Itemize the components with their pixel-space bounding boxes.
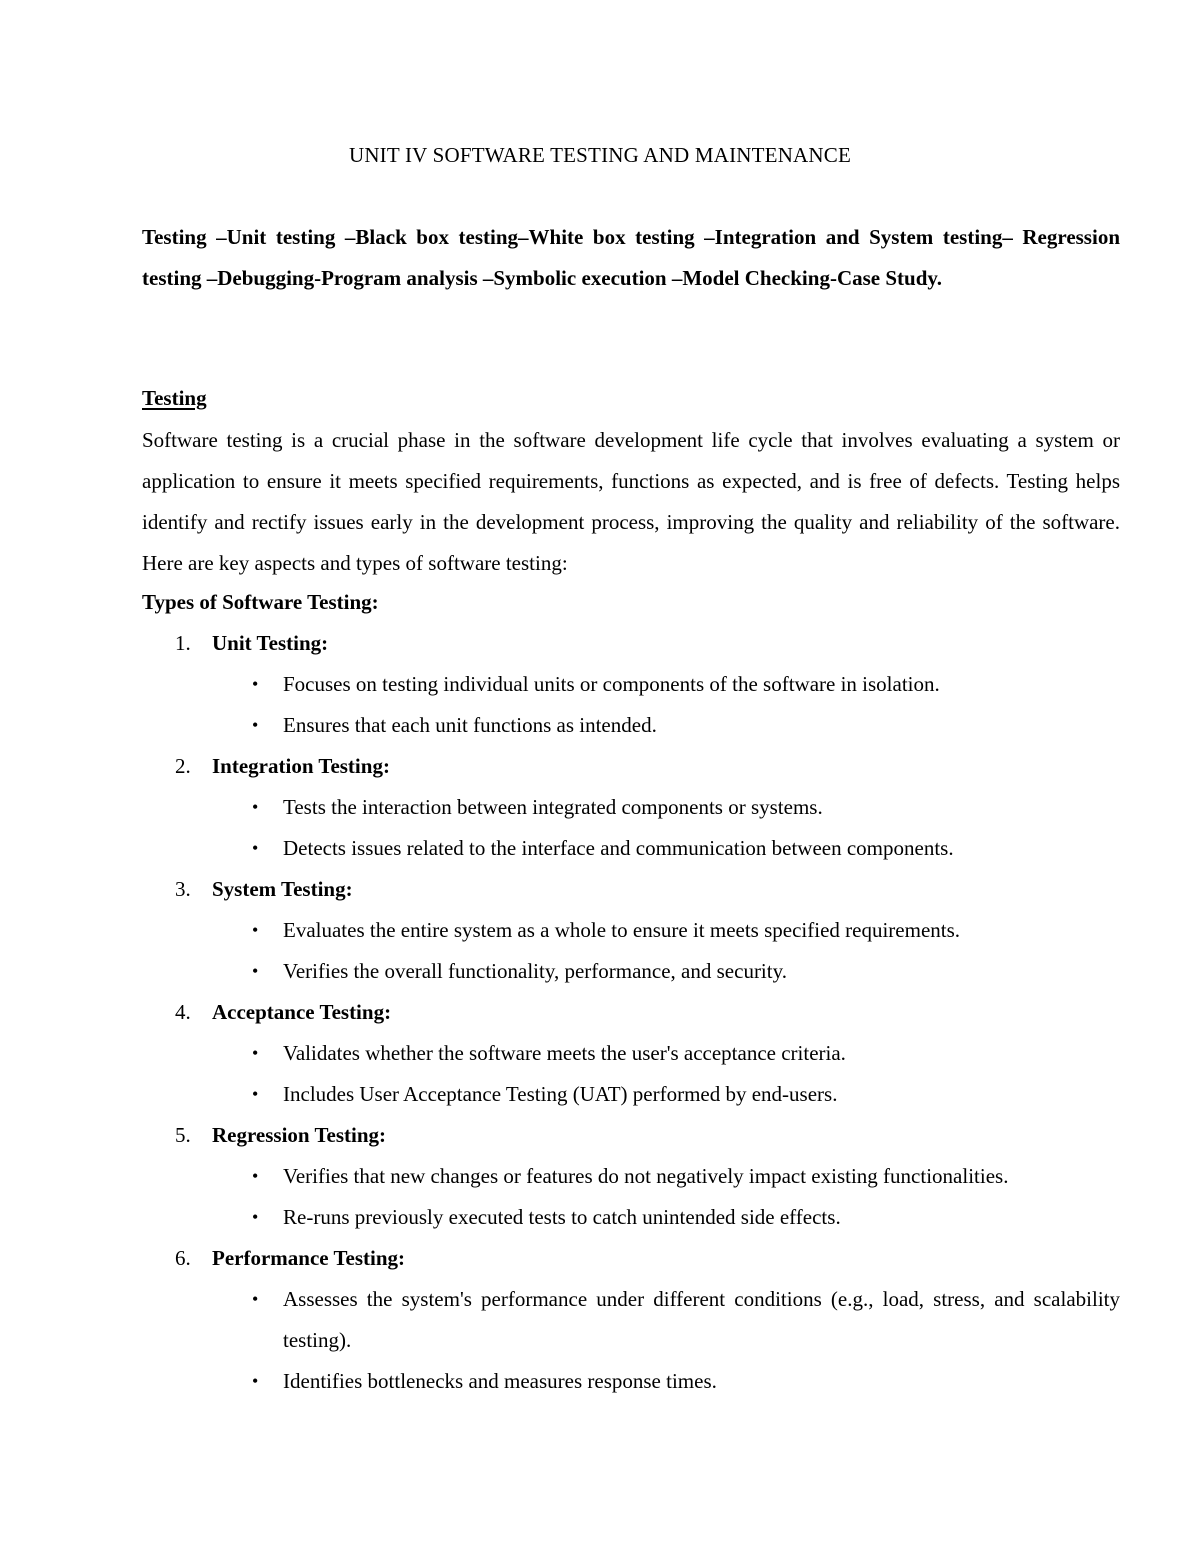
bullet-icon: •: [252, 920, 259, 940]
bullet-text: Re-runs previously executed tests to catch unintended side effects.: [283, 1205, 841, 1229]
testing-type-name: System Testing:: [212, 877, 353, 901]
list-item-testing-type: [142, 869, 1120, 992]
testing-type-header: [142, 869, 1120, 910]
bullet-text: Ensures that each unit functions as intended.: [283, 713, 657, 737]
bullet-point: [142, 1279, 1120, 1361]
bullet-icon: •: [252, 1084, 259, 1104]
bullet-point: [142, 1361, 1120, 1402]
bullet-icon: •: [252, 1371, 259, 1391]
bullet-icon: •: [252, 961, 259, 981]
bullet-icon: •: [252, 838, 259, 858]
bullet-point: [142, 1033, 1120, 1074]
bullet-text: Detects issues related to the interface and communication between components.: [283, 836, 954, 860]
bullet-point: [142, 828, 1120, 869]
bullet-text: Evaluates the entire system as a whole to ensure it meets specified requirements.: [283, 918, 961, 942]
testing-type-header: [142, 1238, 1120, 1279]
list-item-testing-type: [142, 746, 1120, 869]
list-number: 4.: [175, 1000, 191, 1024]
testing-type-name: Performance Testing:: [212, 1246, 406, 1270]
bullet-text: Validates whether the software meets the user's acceptance criteria.: [283, 1041, 846, 1065]
testing-type-name: Unit Testing:: [212, 631, 329, 655]
bullet-text: Verifies that new changes or features do not negatively impact existing functionalities.: [283, 1164, 1009, 1188]
testing-type-header: [142, 623, 1120, 664]
list-number: 1.: [175, 631, 191, 655]
bullet-point: [142, 705, 1120, 746]
bullet-text: Identifies bottlenecks and measures response times.: [283, 1369, 717, 1393]
unit-title: UNIT IV SOFTWARE TESTING AND MAINTENANCE: [348, 143, 852, 167]
testing-type-header: [142, 746, 1120, 787]
list-number: 6.: [175, 1246, 191, 1270]
bullet-point: [142, 1156, 1120, 1197]
list-number: 3.: [175, 877, 191, 901]
list-item-testing-type: [142, 1238, 1120, 1402]
bullet-point: [142, 910, 1120, 951]
section-heading-testing: Testing: [142, 386, 207, 410]
bullet-icon: •: [252, 715, 259, 735]
bullet-text: Includes User Acceptance Testing (UAT) performed by end-users.: [283, 1082, 838, 1106]
testing-type-header: [142, 992, 1120, 1033]
testing-type-name: Integration Testing:: [212, 754, 390, 778]
testing-type-header: [142, 1115, 1120, 1156]
bullet-text: Focuses on testing individual units or components of the software in isolation.: [283, 672, 940, 696]
bullet-icon: •: [252, 1289, 259, 1309]
bullet-icon: •: [252, 1207, 259, 1227]
list-item-testing-type: [142, 992, 1120, 1115]
bullet-icon: •: [252, 797, 259, 817]
list-number: 2.: [175, 754, 191, 778]
types-heading: Types of Software Testing:: [142, 590, 379, 614]
bullet-text: Assesses the system's performance under different conditions (e.g., load, stress, and scalability testing).: [283, 1287, 1120, 1352]
testing-type-name: Acceptance Testing:: [212, 1000, 392, 1024]
bullet-icon: •: [252, 1166, 259, 1186]
list-item-testing-type: [142, 623, 1120, 746]
bullet-point: [142, 1074, 1120, 1115]
types-list: [142, 623, 1120, 1402]
syllabus-topics: Testing –Unit testing –Black box testing–White box testing –Integration and System testing– Regression testing –Debugging-Program analysis –Symbolic execution –Model Checking-Case Study.: [142, 225, 1120, 290]
bullet-text: Tests the interaction between integrated components or systems.: [283, 795, 823, 819]
bullet-point: [142, 664, 1120, 705]
bullet-point: [142, 951, 1120, 992]
intro-paragraph: Software testing is a crucial phase in the software development life cycle that involves evaluating a system or application to ensure it meets specified requirements, functions as expected, and is free of defects. Testing helps identify and rectify issues early in the development process, improving the quality and reliability of the software. Here are key aspects and types of software testing:: [142, 428, 1120, 575]
testing-type-name: Regression Testing:: [212, 1123, 387, 1147]
list-number: 5.: [175, 1123, 191, 1147]
bullet-icon: •: [252, 674, 259, 694]
bullet-point: [142, 787, 1120, 828]
bullet-point: [142, 1197, 1120, 1238]
bullet-icon: •: [252, 1043, 259, 1063]
bullet-text: Verifies the overall functionality, performance, and security.: [283, 959, 787, 983]
list-item-testing-type: [142, 1115, 1120, 1238]
